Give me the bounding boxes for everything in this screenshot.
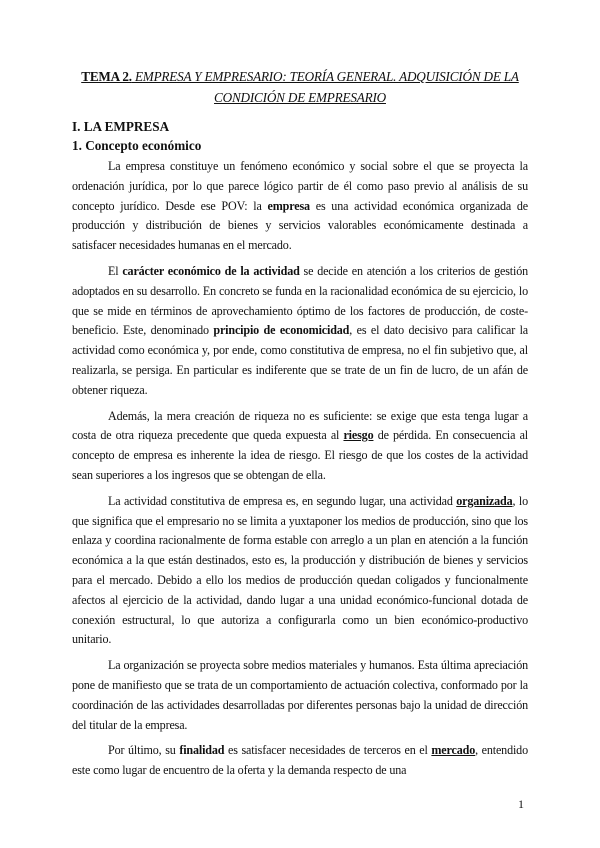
subsection-heading: 1. Concepto económico <box>72 138 202 153</box>
p6-text-c: es satisfacer necesidades de terceros en el <box>224 743 432 758</box>
paragraph-3 <box>72 407 528 486</box>
p6-text-e: , entendido este como lugar de encuentro de la oferta y la demanda respecto de una <box>72 743 528 778</box>
p2-bold-principio: principio de economicidad <box>213 323 350 338</box>
title-line-2: CONDICIÓN DE EMPRESARIO <box>214 90 386 105</box>
p1-text-a: La empresa constituye un fenómeno económico y social sobre el que se proyecta la ordenación jurídica, por lo que parece lógico partir de él como paso previo al análisis de su concepto jurídico. Desde ese POV: la <box>72 159 528 213</box>
p4-bold-organizada: organizada <box>456 493 513 508</box>
p2-text-e: , es el dato decisivo para calificar la actividad como económica y, por ende, como constitutiva de empresa, no el fin subjetivo que, al realizarla, se persiga. En particular es indiferente que se trate de un fin de lucro, de un afán de obtener riqueza. <box>72 323 528 397</box>
p2-text-c: se decide en atención a los criterios de gestión adoptados en su desarrollo. En concreto se funda en la racionalidad económica de su ejercicio, lo que se mide en términos de aprovechamiento óptimo de los factores de producción, de coste-beneficio. Este, denominado <box>72 263 528 338</box>
paragraph-5: La organización se proyecta sobre medios materiales y humanos. Esta última apreciación pone de manifiesto que se trata de un comportamiento de actuación colectiva, conformado por la coordinación de las actividades desarrolladas por diferentes personas bajo la unidad de dirección del titular de la empresa. <box>72 658 528 732</box>
p3-bold-riesgo: riesgo <box>343 428 374 443</box>
p2-text-a: El <box>108 263 123 278</box>
document-title <box>72 66 528 108</box>
title-topic-number: TEMA 2. <box>81 69 132 84</box>
paragraph-6 <box>72 741 528 781</box>
paragraph-1 <box>72 157 528 256</box>
p2-bold-caracter: carácter económico de la actividad <box>122 263 300 278</box>
paragraph-4 <box>72 492 528 650</box>
p1-text-c: es una actividad económica organizada de producción y distribución de bienes y servicios valorables económicamente destinada a satisfacer necesidades humanas en el mercado. <box>72 198 528 253</box>
p6-bold-finalidad: finalidad <box>179 743 225 758</box>
p3-text-c: de pérdida. En consecuencia al concepto de empresa es inherente la idea de riesgo. El riesgo de que los costes de la actividad sean superiores a los ingresos que se obtengan de ella. <box>72 428 528 482</box>
p4-text-a: La actividad constitutiva de empresa es, en segundo lugar, una actividad <box>108 493 457 508</box>
p6-text-a: Por último, su <box>108 743 180 758</box>
p6-bold-mercado: mercado <box>431 743 476 758</box>
p3-text-a: Además, la mera creación de riqueza no es suficiente: se exige que esta tenga lugar a costa de otra riqueza precedente que queda expuesta al <box>72 408 528 443</box>
section-heading: I. LA EMPRESA <box>72 119 170 134</box>
document-page <box>72 66 528 787</box>
paragraph-2 <box>72 262 528 401</box>
p1-bold-empresa: empresa <box>267 198 310 213</box>
page-number: 1 <box>518 797 524 811</box>
title-line-1: EMPRESA Y EMPRESARIO: TEORÍA GENERAL. ADQUISICIÓN DE LA <box>131 69 519 84</box>
p4-text-c: , lo que significa que el empresario no se limita a yuxtaponer los medios de producción, sino que los enlaza y coordina racionalmente de forma estable con arreglo a un plan en atención a la función económica a la que están destinados, esto es, la producción y distribución de bienes y servicios para el mercado. Debido a ello los medios de producción quedan coligados y funcionalmente afectos al ejercicio de la actividad, dando lugar a una unidad económico-funcional dotada de conexión estructural, lo que autoriza a configurarla como un bien económico-productivo unitario. <box>72 493 528 647</box>
